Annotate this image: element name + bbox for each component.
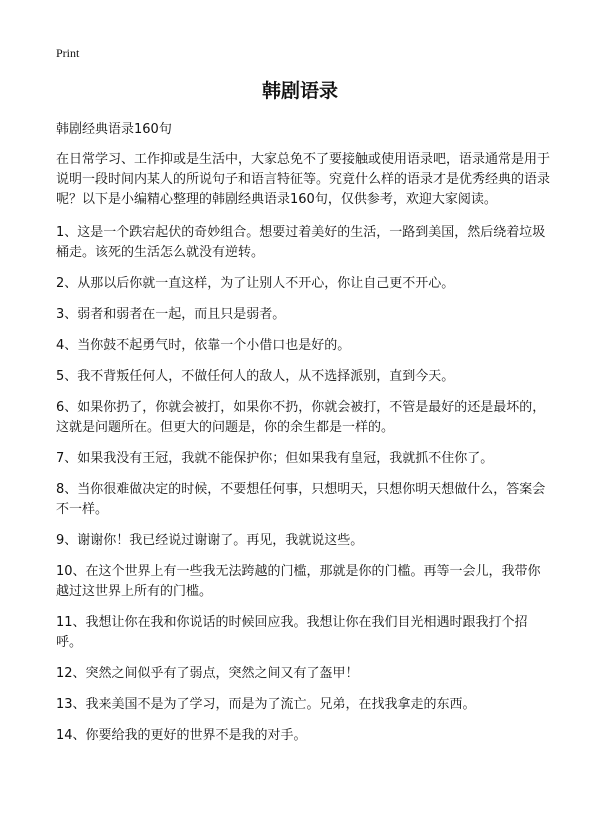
quote-text: 谢谢你！我已经说过谢谢了。再见，我就说这些。: [77, 533, 364, 548]
quote-item: [56, 223, 552, 263]
quote-number: 1、: [56, 225, 78, 240]
quote-text: 从那以后你就一直这样，为了让别人不开心，你让自己更不开心。: [77, 276, 455, 291]
quote-text: 我来美国不是为了学习，而是为了流亡。兄弟，在找我拿走的东西。: [85, 697, 476, 712]
quote-item: [56, 480, 552, 520]
quote-number: 2、: [56, 276, 78, 291]
quote-number: 3、: [56, 307, 78, 322]
quote-number: 4、: [56, 338, 78, 353]
quote-number: 12、: [56, 666, 86, 681]
quote-number: 13、: [56, 697, 86, 712]
print-link[interactable]: Print: [56, 46, 80, 60]
quote-text: 这是一个跌宕起伏的奇妙组合。想要过着美好的生活，一路到美国，然后绕着垃圾桶走。该死的生活怎么就没有逆转。: [56, 225, 546, 260]
quote-text: 你要给我的更好的世界不是我的对手。: [85, 728, 307, 743]
quote-item: [56, 336, 552, 356]
quote-item: [56, 562, 552, 602]
intro-paragraph: 在日常学习、工作抑或是生活中，大家总免不了要接触或使用语录吧，语录通常是用于说明一段时间内某人的所说句子和语言特征等。究竟什么样的语录才是优秀经典的语录呢？以下是小编精心整理的韩剧经典语录160句，仅供参考，欢迎大家阅读。: [56, 152, 551, 207]
quote-text: 我想让你在我和你说话的时候回应我。我想让你在我们目光相遇时跟我打个招呼。: [56, 615, 528, 650]
subtitle: 韩剧经典语录160句: [56, 122, 172, 137]
quote-number: 10、: [56, 564, 86, 579]
quote-text: 如果我没有王冠，我就不能保护你；但如果我有皇冠，我就抓不住你了。: [77, 451, 494, 466]
quote-number: 14、: [56, 728, 86, 743]
quote-item: [56, 398, 552, 438]
page-title: 韩剧语录: [261, 80, 338, 102]
quote-number: 7、: [56, 451, 78, 466]
quote-text: 如果你扔了，你就会被打，如果你不扔，你就会被打，不管是最好的还是最坏的，这就是问题所在。但更大的问题是，你的余生都是一样的。: [56, 400, 546, 435]
quote-text: 当你很难做决定的时候，不要想任何事，只想明天，只想你明天想做什么，答案会不一样。: [56, 482, 546, 517]
quote-text: 当你鼓不起勇气时，依靠一个小借口也是好的。: [77, 338, 351, 353]
quote-item: [56, 274, 552, 294]
quote-text: 弱者和弱者在一起，而且只是弱者。: [77, 307, 286, 322]
quote-number: 11、: [56, 615, 86, 630]
quote-item: [56, 367, 552, 387]
quote-item: [56, 531, 552, 551]
quote-number: 5、: [56, 369, 78, 384]
quote-item: [56, 613, 552, 653]
quote-number: 9、: [56, 533, 78, 548]
quote-number: 8、: [56, 482, 78, 497]
document-body: [56, 120, 552, 757]
quote-text: 在这个世界上有一些我无法跨越的门槛，那就是你的门槛。再等一会儿，我带你越过这世界上所有的门槛。: [56, 564, 541, 599]
quote-text: 我不背叛任何人，不做任何人的敌人，从不选择派别，直到今天。: [77, 369, 455, 384]
quote-item: [56, 449, 552, 469]
quote-number: 6、: [56, 400, 78, 415]
quote-item: [56, 305, 552, 325]
quote-text: 突然之间似乎有了弱点，突然之间又有了盔甲！: [85, 666, 359, 681]
quote-item: [56, 664, 552, 684]
quote-item: [56, 726, 552, 746]
quote-item: [56, 695, 552, 715]
